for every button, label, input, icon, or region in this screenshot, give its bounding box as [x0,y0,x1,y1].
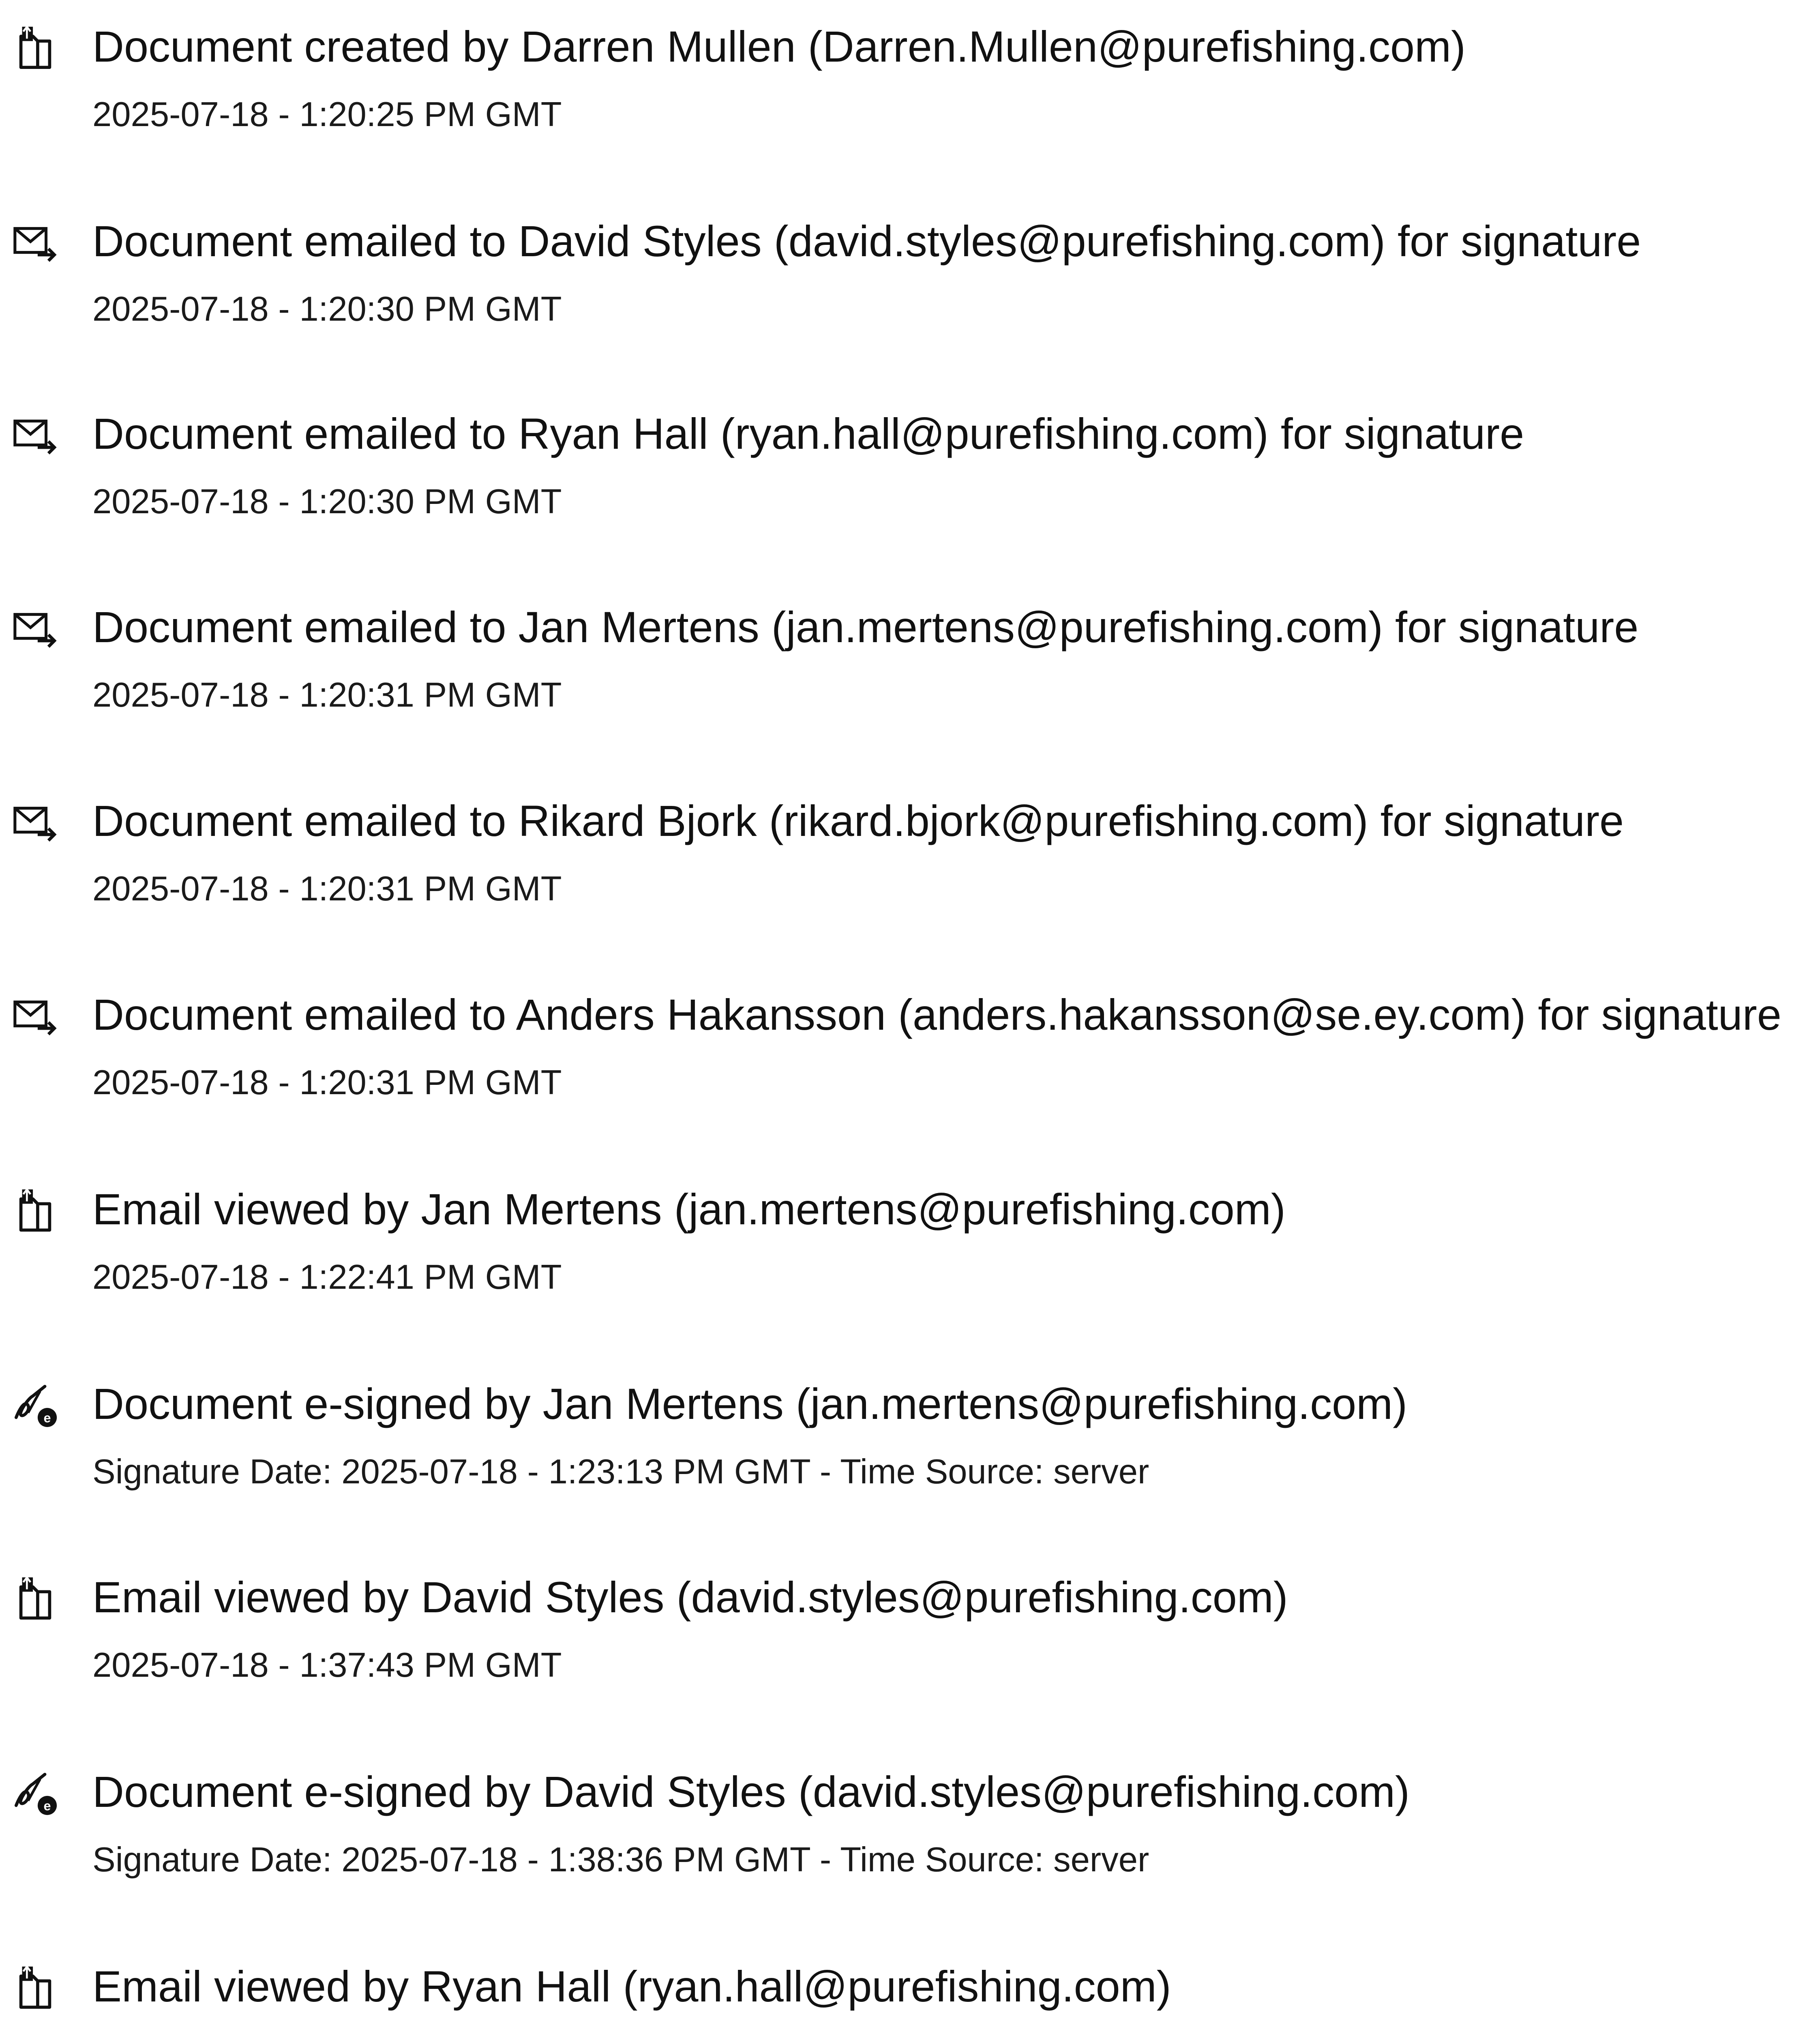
email-sent-icon [11,605,59,653]
audit-event-emailed [0,215,1820,389]
audit-event-e-signed [0,1766,1820,1940]
audit-event-e-signed [0,1378,1820,1552]
email-sent-icon [11,992,59,1040]
event-timestamp: 2025-07-18 - 1:20:31 PM GMT [92,676,562,714]
audit-event-document-created [0,20,1820,195]
event-description: Document emailed to Anders Hakansson (anders.hakansson@se.ey.com) for signature [92,990,1781,1039]
event-description: Email viewed by Jan Mertens (jan.mertens@purefishing.com) [92,1185,1286,1234]
event-description: Document created by Darren Mullen (Darren.Mullen@purefishing.com) [92,22,1466,71]
event-description: Email viewed by Ryan Hall (ryan.hall@purefishing.com) [92,1962,1171,2011]
event-description: Email viewed by David Styles (david.styles@purefishing.com) [92,1573,1288,1622]
email-sent-icon [11,799,59,846]
event-timestamp: 2025-07-18 - 1:20:30 PM GMT [92,482,562,521]
e-sign-icon [11,1382,59,1429]
email-sent-icon [11,219,59,267]
event-timestamp: Signature Date: 2025-07-18 - 1:23:13 PM GMT - Time Source: server [92,1453,1149,1491]
event-timestamp: 2025-07-18 - 1:20:25 PM GMT [92,95,562,134]
document-icon [11,1964,59,2012]
e-sign-icon [11,1770,59,1817]
event-timestamp: 2025-07-18 - 1:22:41 PM GMT [92,1258,562,1296]
event-timestamp: 2025-07-18 - 1:20:31 PM GMT [92,870,562,908]
email-sent-icon [11,411,59,459]
audit-event-emailed [0,601,1820,775]
event-timestamp: 2025-07-18 - 1:20:31 PM GMT [92,1063,562,1102]
event-description: Document emailed to Jan Mertens (jan.mertens@purefishing.com) for signature [92,602,1639,651]
audit-event-emailed [0,988,1820,1163]
audit-event-emailed [0,407,1820,582]
svg-text:e: e [43,1798,51,1813]
event-description: Document emailed to Ryan Hall (ryan.hall@purefishing.com) for signature [92,409,1524,458]
event-timestamp: 2025-07-18 - 1:20:30 PM GMT [92,290,562,328]
event-timestamp: Signature Date: 2025-07-18 - 1:38:36 PM GMT - Time Source: server [92,1841,1149,1879]
event-description: Document e-signed by David Styles (david.styles@purefishing.com) [92,1767,1410,1816]
document-icon [11,24,59,72]
audit-event-email-viewed [0,1960,1820,2027]
event-description: Document e-signed by Jan Mertens (jan.mertens@purefishing.com) [92,1379,1408,1428]
document-icon [11,1575,59,1623]
audit-event-emailed [0,795,1820,969]
svg-text:e: e [43,1410,51,1425]
document-icon [11,1187,59,1235]
event-timestamp: 2025-07-18 - 1:37:43 PM GMT [92,1646,562,1684]
event-description: Document emailed to Rikard Bjork (rikard.bjork@purefishing.com) for signature [92,796,1624,845]
audit-event-email-viewed [0,1571,1820,1745]
audit-event-email-viewed [0,1183,1820,1357]
event-description: Document emailed to David Styles (david.styles@purefishing.com) for signature [92,216,1641,266]
